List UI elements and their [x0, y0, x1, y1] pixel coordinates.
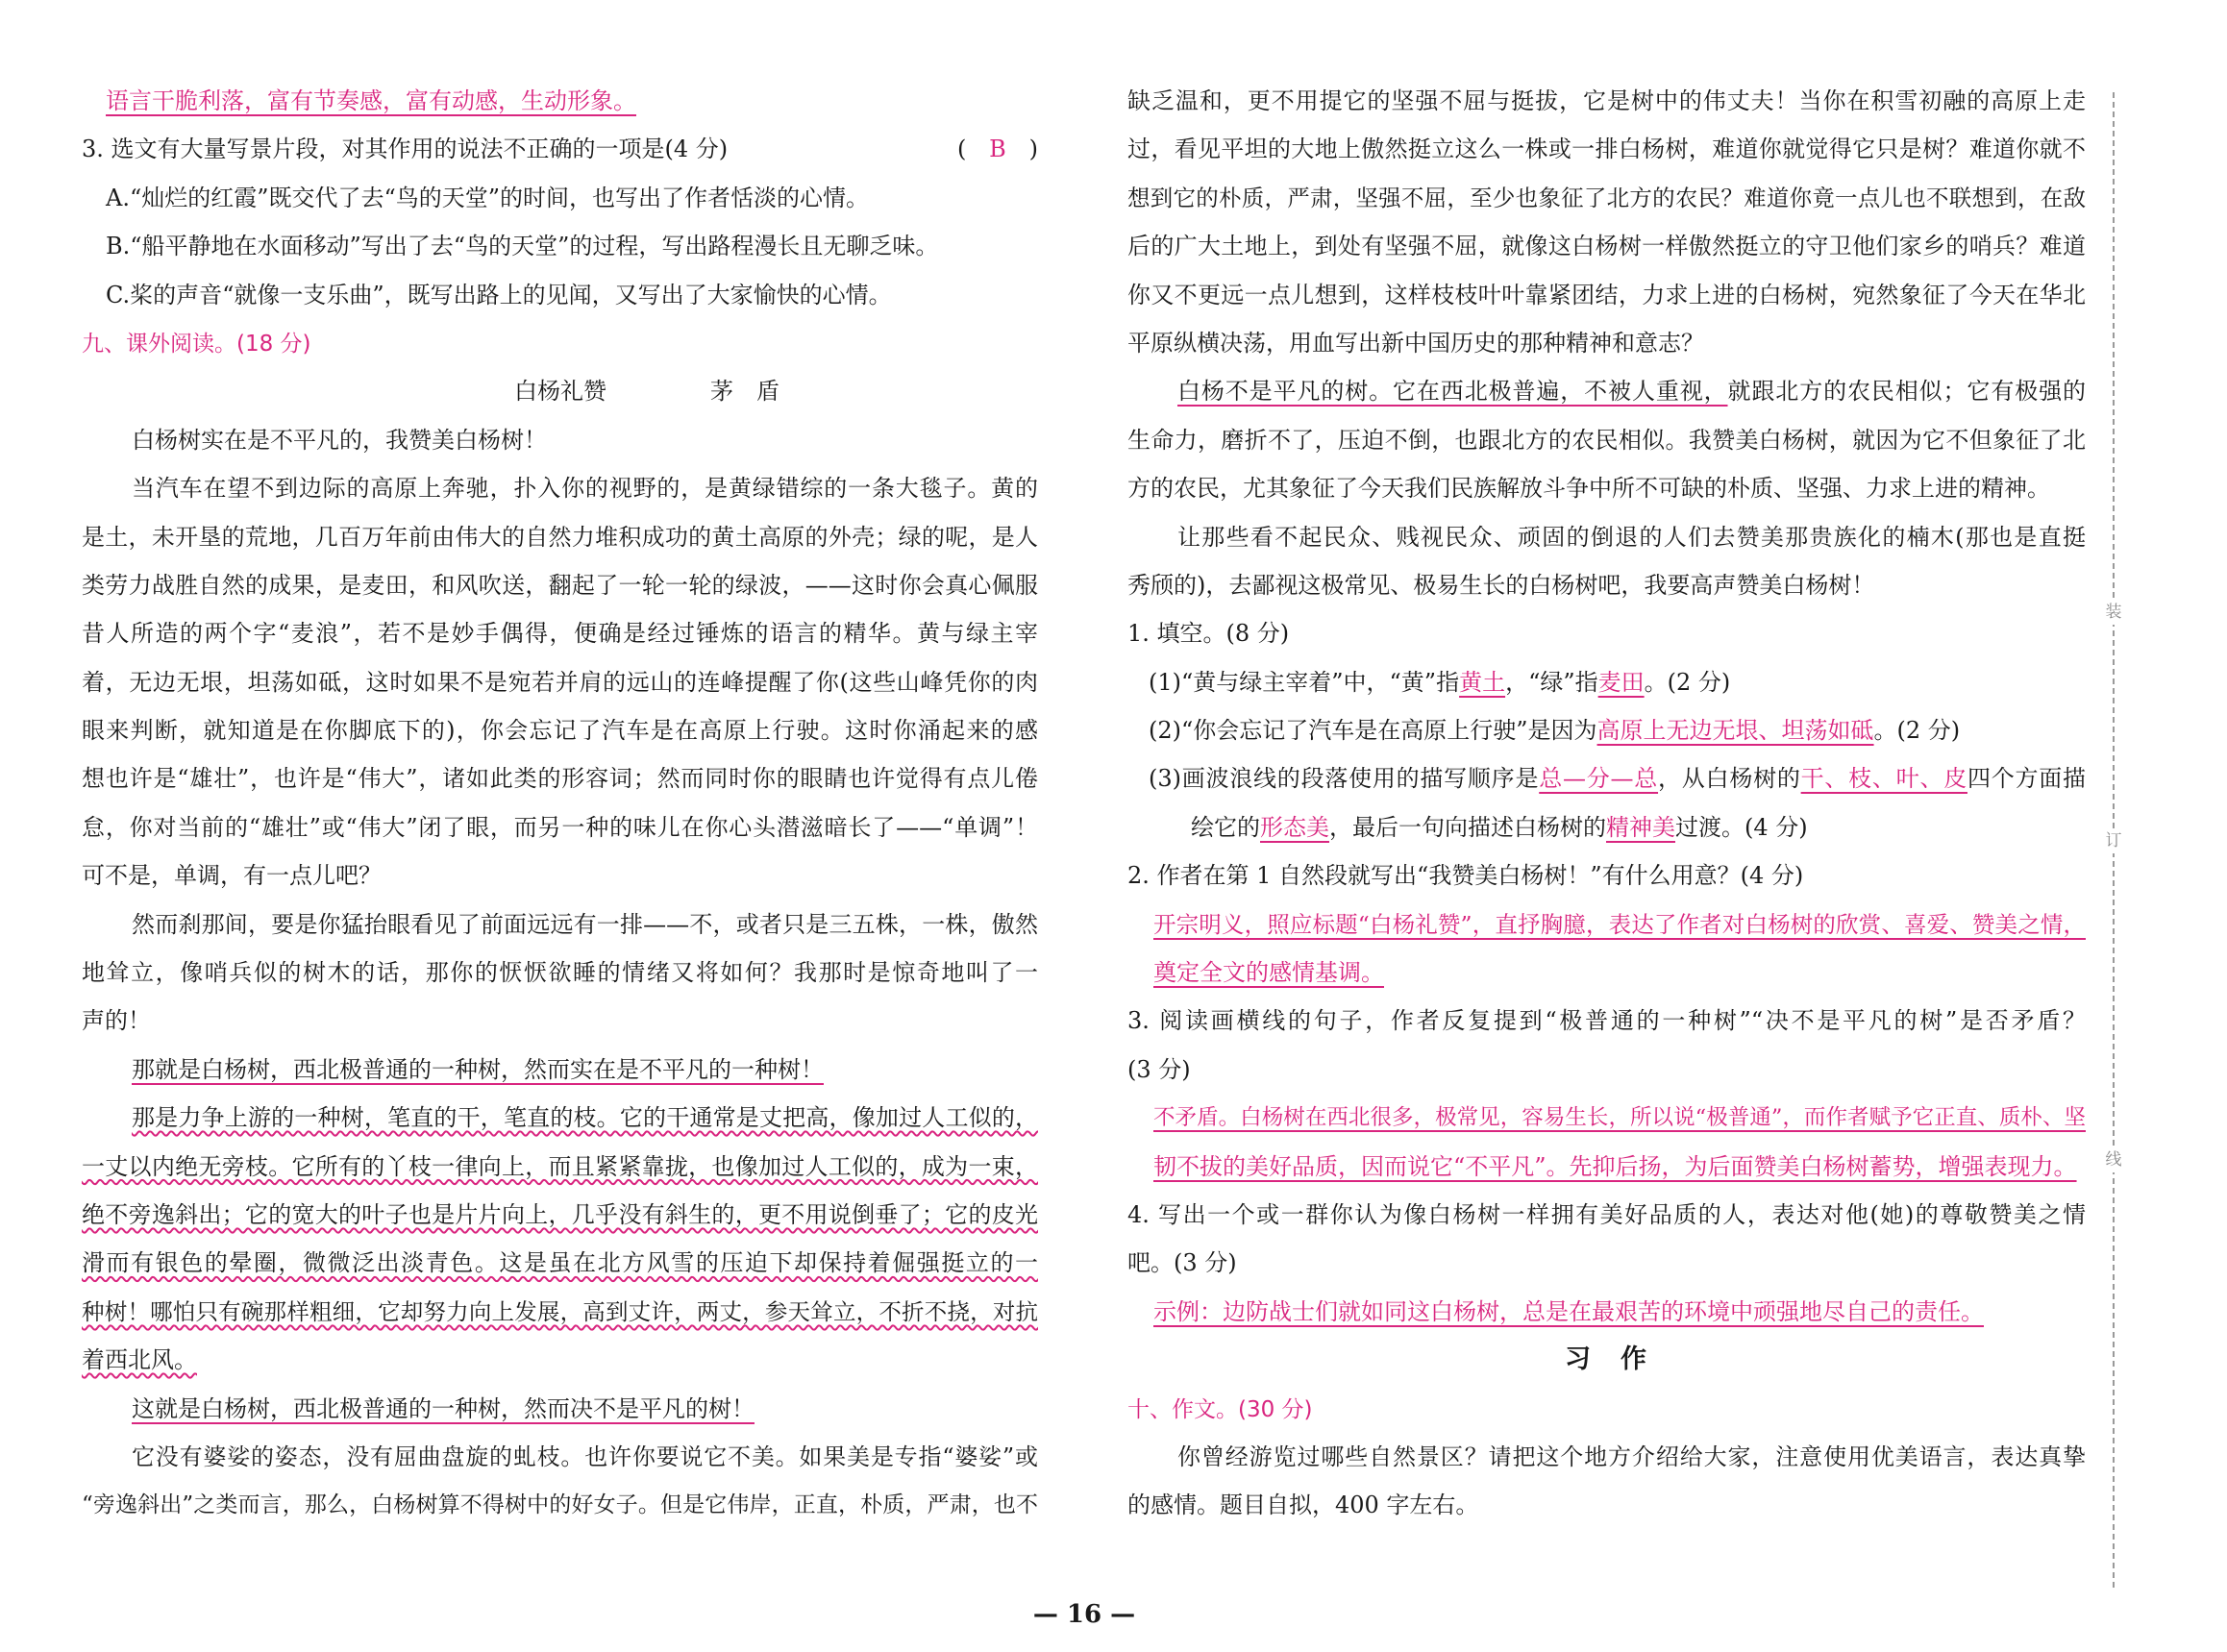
passage-line: 类劳力战胜自然的成果，是麦田，和风吹送，翻起了一轮一轮的绿波，——这时你会真心佩服 [82, 571, 1038, 599]
question-2-stem: 2. 作者在第 1 自然段就写出“我赞美白杨树！”有什么用意？(4 分) [1127, 862, 1804, 890]
underlined-text: 白杨不是平凡的树。它在西北极普遍，不被人重视， [1177, 378, 1728, 406]
question-1-sub-3-cont [1127, 803, 2086, 851]
section-heading [82, 319, 1038, 367]
passage-title-line [82, 367, 1038, 415]
writing-section-title: 习 作 [1565, 1344, 1648, 1375]
wavy-passage-line: 一丈以内绝无旁枝。它所有的丫枝一律向上，而且紧紧靠拢，也像加过人工似的，成为一束， [82, 1152, 1038, 1180]
passage-line: 是土，未开垦的荒地，几百万年前由伟大的自然力堆积成功的黄土高原的外壳；绿的呢，是人 [82, 523, 1038, 551]
answer-text: 韧不拔的美好品质，因而说它“不平凡”。先抑后扬，为后面赞美白杨树蓄势，增强表现力。 [1153, 1152, 2077, 1180]
underlined-text: 那就是白杨树，西北极普通的一种树，然而实在是不平凡的一种树！ [132, 1055, 824, 1083]
answer-text: 干、枝、叶、皮 [1800, 765, 1967, 793]
answer-text: 示例：边防战士们就如同这白杨树，总是在最艰苦的环境中顽强地尽自己的责任。 [1153, 1297, 1984, 1325]
passage-line: 怠，你对当前的“雄壮”或“伟大”闭了眼，而另一种的味儿在你心头潜滋暗长了——“单调”！ [82, 813, 1038, 841]
reading-heading: 九、课外阅读。(18 分) [82, 331, 311, 357]
sub-text: 四个方面描 [1967, 765, 2087, 793]
sub-text: 。(2 分) [1644, 668, 1731, 696]
writing-heading: 十、作文。(30 分) [1127, 1396, 1313, 1422]
passage-line: 缺乏温和，更不用提它的坚强不屈与挺拔，它是树中的伟丈夫！当你在积雪初融的高原上走 [1127, 87, 2086, 114]
question-4-answer [1127, 1288, 2086, 1336]
question-3-answer [1127, 1094, 2086, 1142]
answer-text: 麦田 [1597, 668, 1645, 696]
option-a: A.“灿烂的红霞”既交代了去“鸟的天堂”的时间，也写出了作者恬淡的心情。 [106, 184, 870, 211]
passage-line: 想也许是“雄壮”，也许是“伟大”，诸如此类的形容词；然而同时你的眼睛也许觉得有点儿倦 [82, 765, 1038, 793]
passage-line: 然而刹那间，要是你猛抬眼看见了前面远远有一排——不，或者只是三五株，一株，傲然 [132, 910, 1038, 938]
option-b: B.“船平静地在水面移动”写出了去“鸟的天堂”的过程，写出路程漫长且无聊乏味。 [106, 233, 939, 260]
sub-text: 绘它的 [1191, 813, 1260, 841]
passage-line: 方的农民，尤其象征了今天我们民族解放斗争中所不可缺的朴质、坚强、力求上进的精神。 [1127, 475, 2050, 503]
page-number: — 16 — [1032, 1600, 1136, 1629]
passage-line: 平原纵横决荡，用血写出新中国历史的那种精神和意志？ [1127, 329, 1704, 357]
passage-line: 地耸立，像哨兵似的树木的话，那你的恹恹欲睡的情绪又将如何？我那时是惊奇地叫了一 [82, 959, 1038, 987]
sub-text: ，从白杨树的 [1658, 765, 1801, 793]
question-4-stem: 4. 写出一个或一群你认为像白杨树一样拥有美好品质的人，表达对他(她)的尊敬赞美之情 [1127, 1200, 2086, 1228]
passage-line [1127, 367, 2086, 415]
answer-text: 黄土 [1459, 668, 1506, 696]
binding-char: 订 [2102, 828, 2125, 853]
sub-text: 。(2 分) [1873, 717, 1961, 745]
writing-prompt: 你曾经游览过哪些自然景区？请把这个地方介绍给大家，注意使用优美语言，表达真挚 [1177, 1442, 2086, 1470]
answer-text: 语言干脆利落，富有节奏感，富有动感，生动形象。 [106, 87, 636, 114]
passage-author: 茅 盾 [710, 378, 779, 406]
underlined-sentence [82, 1046, 1038, 1094]
question-3-stem: 3. 阅读画横线的句子，作者反复提到“极普通的一种树”“决不是平凡的树”是否矛盾？ [1127, 1007, 2086, 1035]
bracket-close: ) [1028, 136, 1038, 163]
passage-line: 想到它的朴质，严肃，坚强不屈，至少也象征了北方的农民？难道你竟一点儿也不联想到，在敌 [1127, 184, 2086, 211]
underlined-sentence [82, 1385, 1038, 1433]
wavy-text: 着西北风。 [82, 1346, 197, 1374]
answer-bracket [957, 125, 1038, 173]
passage-line: 眼来判断，就知道是在你脚底下的)，你会忘记了汽车是在高原上行驶。这时你涌起来的感 [82, 717, 1038, 745]
question-1-sub-2 [1127, 706, 2086, 754]
passage-line: 你又不更远一点儿想到，这样枝枝叶叶靠紧团结，力求上进的白杨树，宛然象征了今天在华北 [1127, 281, 2086, 308]
passage-line: 声的！ [82, 1007, 151, 1035]
answer-choice: B [989, 136, 1006, 163]
wavy-passage-line: 那是力争上游的一种树，笔直的干，笔直的枝。它的干通常是丈把高，像加过人工似的， [132, 1104, 1038, 1132]
prev-answer-line [82, 77, 1038, 125]
answer-text: 开宗明义，照应标题“白杨礼赞”，直抒胸臆，表达了作者对白杨树的欣赏、喜爱、赞美之情， [1153, 910, 2086, 938]
question-1-sub-1 [1127, 658, 2086, 706]
passage-line: 昔人所造的两个字“麦浪”，若不是妙手偶得，便确是经过锤炼的语言的精华。黄与绿主宰 [82, 620, 1038, 648]
binding-char: 线 [2102, 1147, 2125, 1172]
bracket-open: ( [957, 136, 967, 163]
wavy-passage-line: 种树！哪怕只有碗那样粗细，它却努力向上发展，高到丈许，两丈，参天耸立，不折不挠，对抗 [82, 1297, 1038, 1325]
binding-char: 装 [2102, 600, 2125, 625]
answer-text: 精神美 [1606, 813, 1675, 841]
answer-text: 高原上无边无垠、坦荡如砥 [1596, 717, 1874, 745]
underlined-text: 这就是白杨树，西北极普通的一种树，然而决不是平凡的树！ [132, 1394, 755, 1422]
wavy-passage-line: 绝不旁逸斜出；它的宽大的叶子也是片片向上，几乎没有斜生的，更不用说倒垂了；它的皮光 [82, 1200, 1038, 1228]
question-3-stem: (3 分) [1127, 1055, 1191, 1083]
right-column [1127, 77, 2086, 1530]
passage-line: “旁逸斜出”之类而言，那么，白杨树算不得树中的好女子。但是它伟岸，正直，朴质，严肃，也不 [82, 1492, 1038, 1518]
writing-prompt: 的感情。题目自拟，400 字左右。 [1127, 1492, 1479, 1519]
sub-text: 过渡。(4 分) [1675, 813, 1808, 841]
passage-text: 就跟北方的农民相似；它有极强的 [1727, 378, 2087, 406]
passage-line: 生命力，磨折不了，压迫不倒，也跟北方的农民相似。我赞美白杨树，就因为它不但象征了北 [1127, 426, 2086, 454]
passage-line: 当汽车在望不到边际的高原上奔驰，扑入你的视野的，是黄绿错综的一条大毯子。黄的 [132, 475, 1038, 503]
question-3-answer [1127, 1143, 2086, 1191]
answer-text: 总—分—总 [1539, 765, 1659, 793]
left-column [82, 77, 1038, 1530]
writing-heading-line [1127, 1385, 2086, 1433]
passage-line: 秀颀的)，去鄙视这极常见、极易生长的白杨树吧，我要高声赞美白杨树！ [1127, 571, 1875, 599]
question-2-answer [1127, 949, 2086, 997]
question-3-row [82, 125, 1038, 173]
question-stem: 3. 选文有大量写景片段，对其作用的说法不正确的一项是(4 分) [82, 136, 729, 163]
answer-text: 形态美 [1260, 813, 1329, 841]
passage-line: 白杨树实在是不平凡的，我赞美白杨树！ [132, 426, 547, 454]
passage-line: 后的广大土地上，到处有坚强不屈，就像这白杨树一样傲然挺立的守卫他们家乡的哨兵？难道 [1127, 233, 2086, 260]
question-2-answer [1127, 900, 2086, 949]
answer-text: 奠定全文的感情基调。 [1153, 959, 1384, 987]
wavy-passage-line: 滑而有银色的晕圈，微微泛出淡青色。这是虽在北方风雪的压迫下却保持着倔强挺立的一 [82, 1249, 1038, 1277]
sub-text: (3)画波浪线的段落使用的描写顺序是 [1149, 765, 1540, 793]
sub-text: (2)“你会忘记了汽车是在高原上行驶”是因为 [1149, 717, 1597, 745]
passage-line: 它没有婆娑的姿态，没有屈曲盘旋的虬枝。也许你要说它不美。如果美是专指“婆娑”或 [132, 1442, 1038, 1470]
sub-text: ，“绿”指 [1505, 668, 1598, 696]
sub-text: ，最后一句向描述白杨树的 [1329, 813, 1606, 841]
passage-line: 让那些看不起民众、贱视民众、顽固的倒退的人们去赞美那贵族化的楠木(那也是直挺 [1177, 523, 2086, 551]
question-1-stem: 1. 填空。(8 分) [1127, 620, 1290, 648]
wavy-passage-line [82, 1336, 1038, 1384]
question-1-sub-3 [1127, 754, 2086, 802]
option-c: C.桨的声音“就像一支乐曲”，既写出路上的见闻，又写出了大家愉快的心情。 [106, 281, 892, 308]
passage-title: 白杨礼赞 [514, 378, 606, 406]
passage-line: 可不是，单调，有一点儿吧？ [82, 862, 382, 890]
passage-line: 着，无边无垠，坦荡如砥，这时如果不是宛若并肩的远山的连峰提醒了你(这些山峰凭你的肉 [82, 668, 1038, 696]
answer-text: 不矛盾。白杨树在西北很多，极常见，容易生长，所以说“极普通”，而作者赋予它正直、质朴、坚 [1153, 1105, 2086, 1131]
question-4-stem: 吧。(3 分) [1127, 1249, 1237, 1277]
sub-text: (1)“黄与绿主宰着”中，“黄”指 [1149, 668, 1460, 696]
passage-line: 过，看见平坦的大地上傲然挺立这么一株或一排白杨树，难道你就觉得它只是树？难道你就不 [1127, 136, 2086, 163]
